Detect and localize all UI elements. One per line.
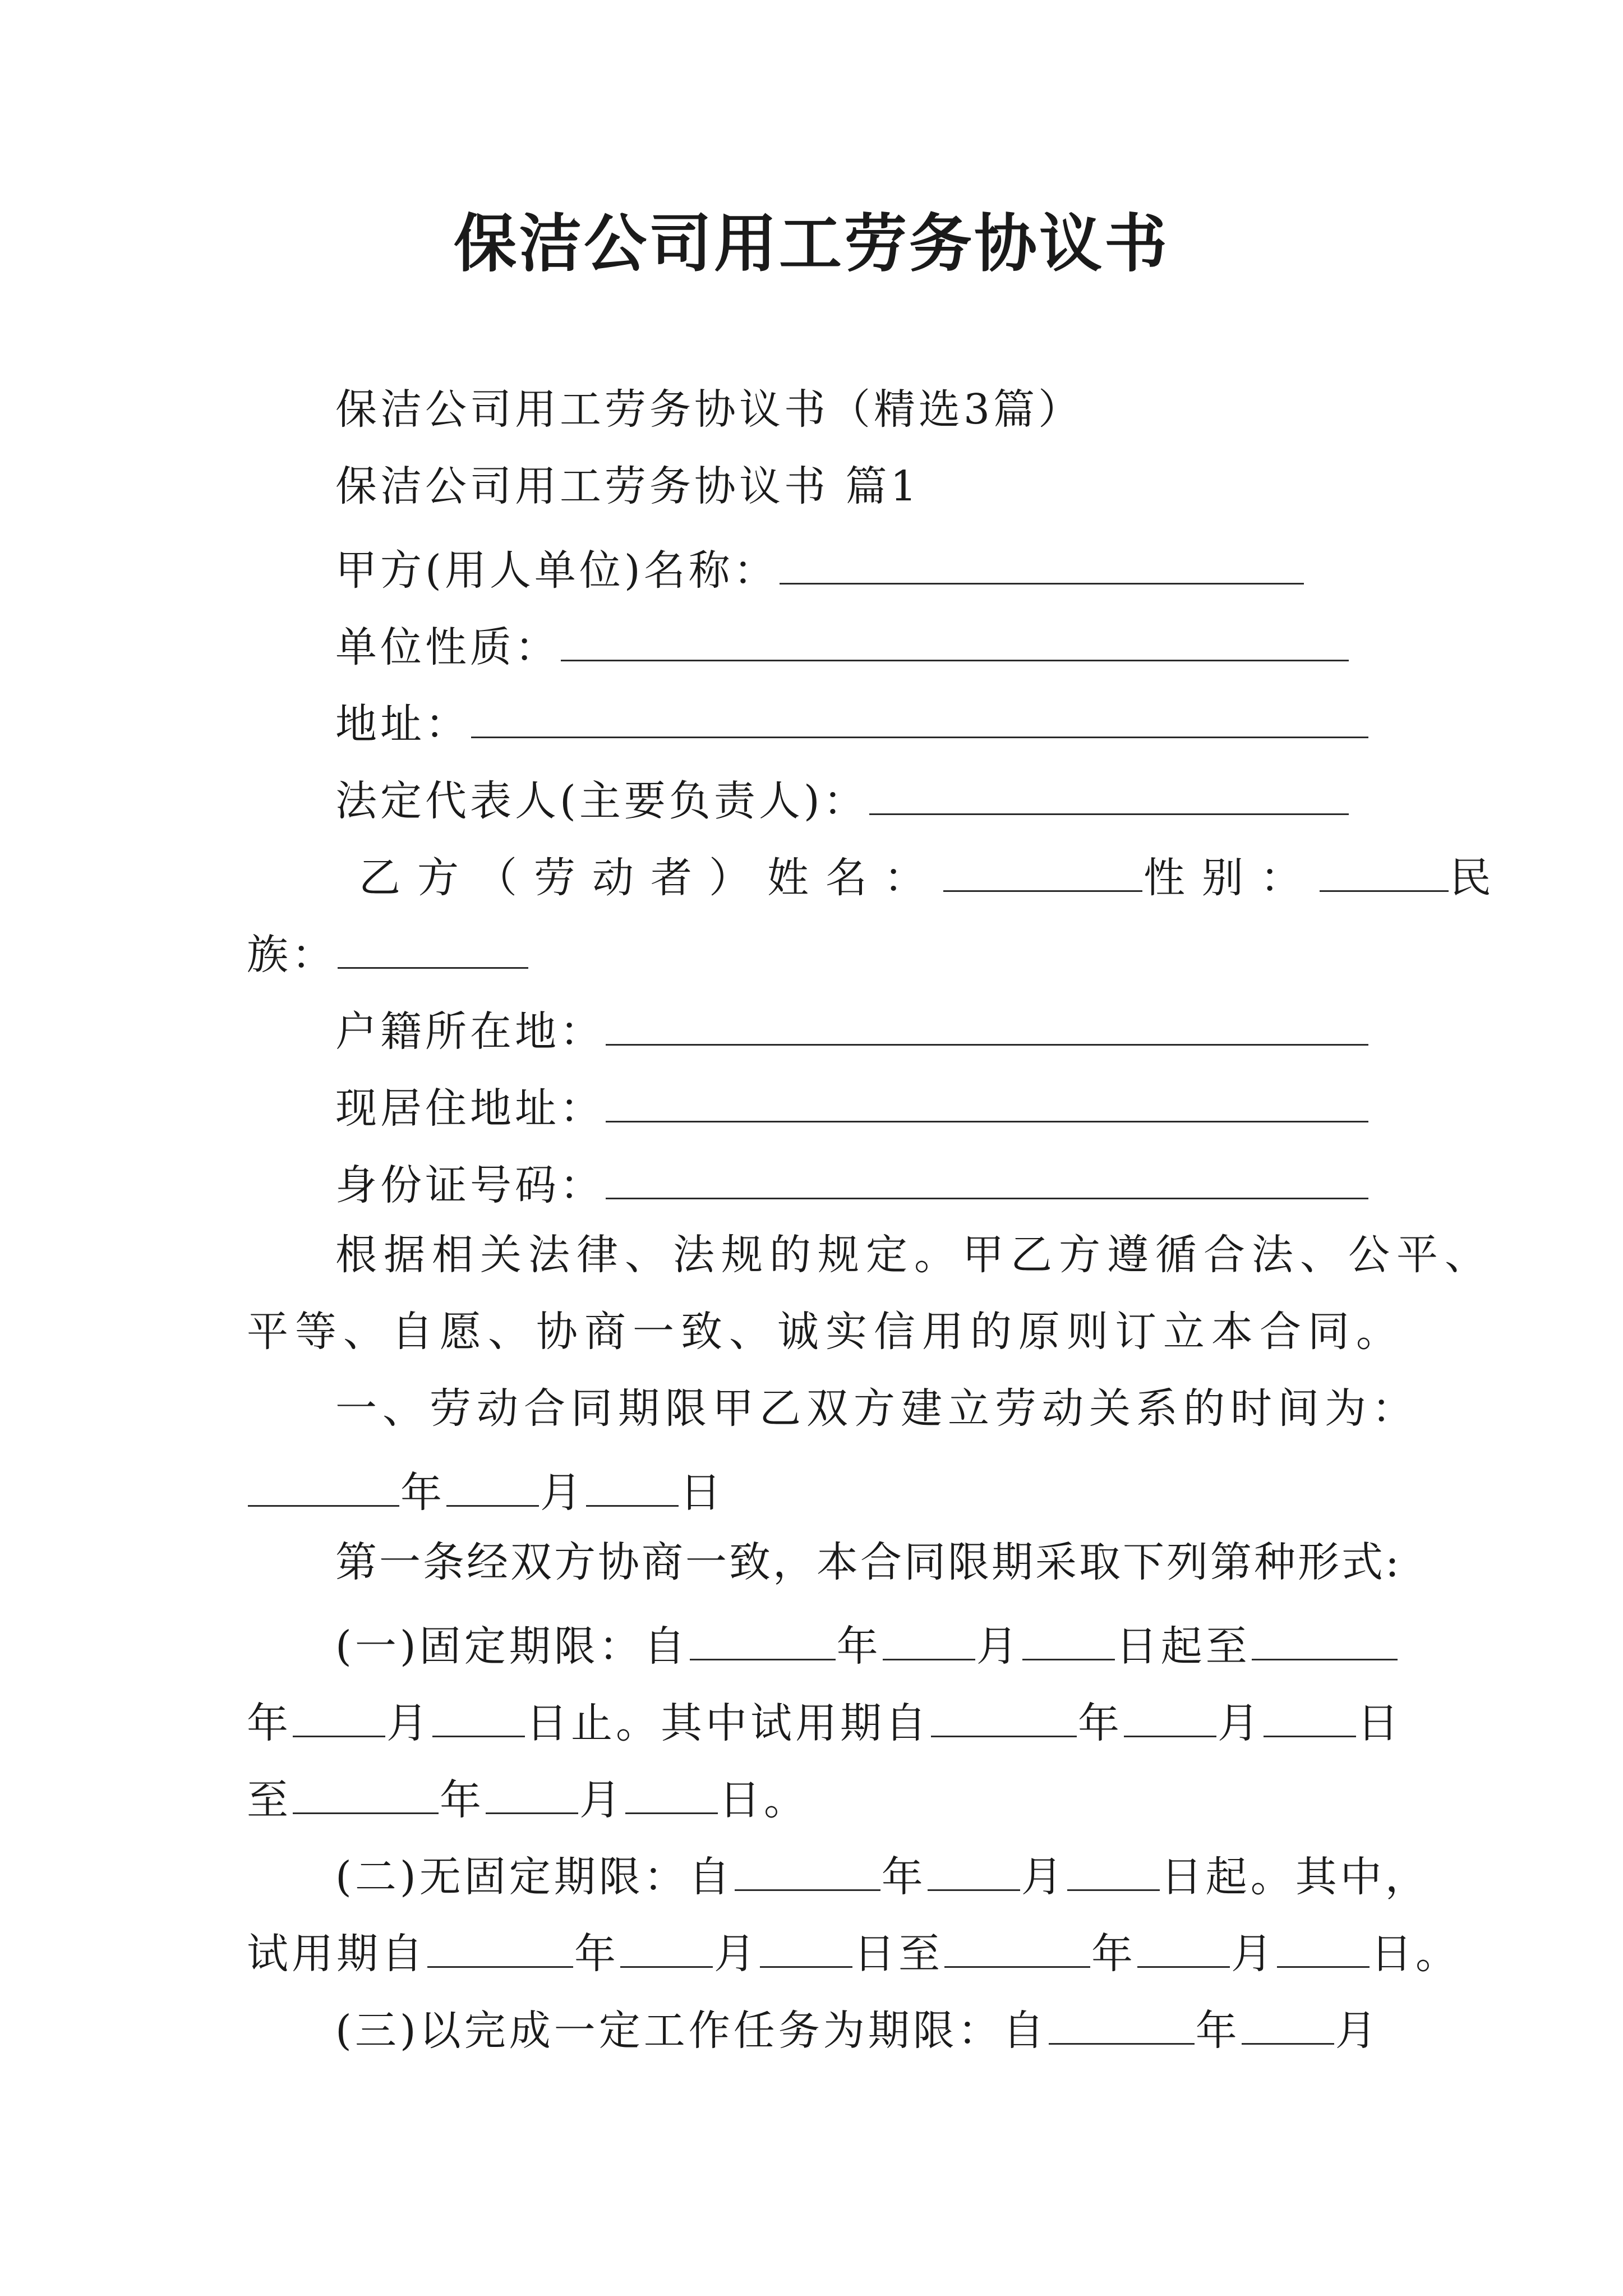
party-a-name-label: 甲方(用人单位)名称： [335, 546, 778, 595]
fixed-end-year-field[interactable] [1252, 1603, 1398, 1660]
trial-start-year-field[interactable] [931, 1680, 1077, 1737]
party-b-name-field[interactable] [943, 834, 1142, 892]
fixed-end-day-field[interactable] [432, 1680, 525, 1737]
from-among-label: 日起。其中， [1160, 1853, 1430, 1901]
id-number-field[interactable] [606, 1142, 1368, 1199]
unit-nature-row [335, 604, 1350, 677]
document-title: 保洁公司用工劳务协议书 [454, 207, 1169, 280]
year-label: 年 [881, 1853, 926, 1901]
address-field[interactable] [471, 680, 1368, 738]
gender-field[interactable] [1320, 834, 1449, 892]
term-day-field[interactable] [586, 1449, 679, 1507]
fixed-term-line1 [335, 1603, 1399, 1676]
from-label: 日起至 [1115, 1622, 1251, 1671]
month-label: 月 [1335, 2007, 1380, 2055]
address-label: 地址： [335, 700, 470, 748]
household-reg-field[interactable] [606, 988, 1368, 1046]
open-trial-end-day-field[interactable] [1277, 1910, 1370, 1968]
day-end-label: 日。 [1371, 1930, 1460, 1978]
until-trial-label: 日止。其中试用期自 [526, 1699, 930, 1747]
household-reg-row [335, 988, 1370, 1061]
ethnicity-field[interactable] [338, 911, 528, 969]
day-to-label: 日至 [854, 1930, 943, 1978]
term-month-field[interactable] [446, 1449, 539, 1507]
paragraph-principles-line2: 平等、自愿、协商一致、诚实信用的原则订立本合同。 [247, 1308, 1404, 1356]
month-label: 月 [386, 1699, 431, 1747]
year-label: 年 [1195, 2007, 1241, 2055]
subtitle: 保洁公司用工劳务协议书（精选3篇） [335, 385, 1083, 434]
open-trial-start-month-field[interactable] [620, 1910, 713, 1968]
legal-rep-row [335, 757, 1350, 830]
party-a-name-field[interactable] [780, 527, 1304, 585]
unit-nature-field[interactable] [561, 604, 1349, 661]
address-row [335, 680, 1370, 753]
ethnicity-row [247, 911, 529, 984]
current-address-label: 现居住地址： [335, 1084, 605, 1133]
task-term-label: (三)以完成一定工作任务为期限：自 [335, 2007, 1048, 2055]
open-trial-end-year-field[interactable] [944, 1910, 1090, 1968]
open-term-label: (二)无固定期限：自 [335, 1853, 734, 1901]
contract-term-date-row [247, 1449, 725, 1522]
fixed-start-day-field[interactable] [1022, 1603, 1115, 1660]
fixed-term-line3 [247, 1756, 809, 1829]
section-heading: 保洁公司用工劳务协议书 篇1 [335, 462, 920, 510]
open-trial-end-month-field[interactable] [1137, 1910, 1230, 1968]
party-b-name-label: 乙方（劳动者）姓名： [359, 854, 942, 902]
contract-term-heading: 一、劳动合同期限甲乙双方建立劳动关系的时间为： [335, 1384, 1419, 1433]
trial-start-month-field[interactable] [1124, 1680, 1216, 1737]
task-start-month-field[interactable] [1242, 1987, 1334, 2045]
trial-start-day-field[interactable] [1264, 1680, 1356, 1737]
trial-from-label: 试用期自 [247, 1930, 426, 1978]
month-label: 月 [1218, 1699, 1262, 1747]
open-start-year-field[interactable] [735, 1833, 880, 1891]
ethnicity-label-b: 族： [247, 931, 336, 979]
day-label: 日 [1357, 1699, 1402, 1747]
household-reg-label: 户籍所在地： [335, 1007, 605, 1056]
month-label: 月 [1231, 1930, 1276, 1978]
trial-end-year-field[interactable] [293, 1756, 439, 1814]
year-label: 年 [574, 1930, 619, 1978]
trial-end-month-field[interactable] [486, 1756, 578, 1814]
fixed-term-label: (一)固定期限：自 [335, 1622, 689, 1671]
id-number-label: 身份证号码： [335, 1161, 605, 1209]
year-label: 年 [247, 1699, 292, 1747]
year-label: 年 [400, 1469, 445, 1517]
party-b-row [359, 834, 1508, 907]
open-term-line2 [247, 1910, 1460, 1983]
month-label: 月 [1021, 1853, 1066, 1901]
current-address-row [335, 1065, 1370, 1138]
current-address-field[interactable] [606, 1065, 1368, 1122]
open-trial-start-day-field[interactable] [760, 1910, 852, 1968]
party-a-name-row [335, 527, 1305, 600]
ethnicity-label-a: 民 [1450, 854, 1508, 902]
open-start-month-field[interactable] [928, 1833, 1020, 1891]
fixed-end-month-field[interactable] [293, 1680, 385, 1737]
day-end-label: 日。 [719, 1776, 809, 1824]
unit-nature-label: 单位性质： [335, 623, 560, 671]
year-label: 年 [440, 1776, 485, 1824]
month-label: 月 [714, 1930, 759, 1978]
day-label: 日 [680, 1469, 725, 1517]
year-label: 年 [1091, 1930, 1136, 1978]
fixed-term-line2 [247, 1680, 1402, 1752]
paragraph-principles-line1: 根据相关法律、法规的规定。甲乙方遵循合法、公平、 [335, 1231, 1493, 1279]
month-label: 月 [579, 1776, 624, 1824]
year-label: 年 [836, 1622, 882, 1671]
open-term-line1 [335, 1833, 1430, 1906]
legal-rep-field[interactable] [869, 757, 1349, 815]
fixed-start-year-field[interactable] [690, 1603, 836, 1660]
task-term-line1 [335, 1987, 1380, 2060]
year-label: 年 [1078, 1699, 1123, 1747]
article-one-text: 第一条经双方协商一致，本合同限期采取下列第种形式: [335, 1538, 1401, 1586]
legal-rep-label: 法定代表人(主要负责人)： [335, 777, 868, 825]
term-year-field[interactable] [248, 1449, 399, 1507]
open-trial-start-year-field[interactable] [427, 1910, 573, 1968]
fixed-start-month-field[interactable] [883, 1603, 975, 1660]
month-label: 月 [976, 1622, 1021, 1671]
gender-label: 性别： [1144, 854, 1318, 902]
task-start-year-field[interactable] [1049, 1987, 1195, 2045]
trial-end-day-field[interactable] [625, 1756, 718, 1814]
to-label: 至 [247, 1776, 292, 1824]
id-number-row [335, 1142, 1370, 1214]
open-start-day-field[interactable] [1067, 1833, 1160, 1891]
month-label: 月 [540, 1469, 585, 1517]
